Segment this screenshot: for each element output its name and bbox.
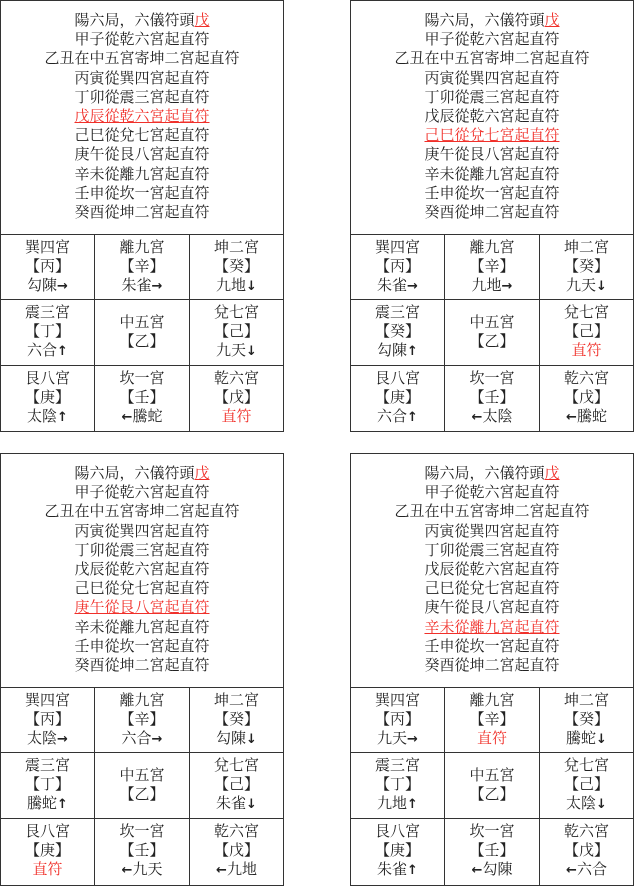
text-line: 庚午從艮八宮起直符 [424, 147, 560, 164]
text-line: 丁卯從震三宮起直符 [74, 542, 210, 559]
palace-name: 中五宮 [119, 315, 165, 331]
text-line: 甲子從乾六宮起直符 [424, 32, 560, 49]
heavenly-stem: 【庚】 [24, 390, 70, 406]
text-line: 壬申從坎一宮起直符 [74, 185, 210, 202]
palace-cell [351, 300, 445, 366]
palace-cell [540, 235, 633, 300]
chart-panel [0, 453, 284, 886]
palace-cell [540, 300, 633, 366]
arrow-up-icon: ↑ [57, 797, 68, 812]
palace-grid [1, 688, 283, 885]
palace-cell [190, 753, 283, 819]
palace-name: 中五宮 [469, 768, 515, 784]
palace-cell [445, 235, 540, 300]
text-line: 壬申從坎一宮起直符 [424, 638, 560, 655]
text-line: 乙丑在中五宮寄坤二宮起直符 [394, 504, 590, 521]
palace-cell [351, 235, 445, 300]
spirit-name: 九地 [377, 796, 408, 812]
palace-cell [95, 300, 190, 366]
spirit-row [190, 861, 283, 880]
heavenly-stem: 【癸】 [374, 324, 420, 340]
text-line: 庚午從艮八宮起直符 [74, 147, 210, 164]
spirit-row [95, 730, 189, 749]
arrow-up-icon: ↑ [407, 410, 418, 425]
palace-cell [95, 753, 190, 819]
spirit-name: 騰蛇 [132, 409, 163, 425]
highlighted-line: 己巳從兌七宮起直符 [424, 128, 560, 145]
text-line: 甲子從乾六宮起直符 [74, 485, 210, 502]
palace-cell [1, 819, 95, 885]
header-text-block [1, 454, 283, 688]
palace-cell [540, 366, 633, 431]
header-text-block [351, 454, 633, 688]
text-line: 乙丑在中五宮寄坤二宮起直符 [44, 504, 240, 521]
heavenly-stem: 【己】 [213, 324, 259, 340]
arrow-down-icon: ↓ [246, 279, 257, 294]
text-line: 甲子從乾六宮起直符 [424, 485, 560, 502]
spirit-row [190, 795, 283, 814]
spirit-row [540, 861, 633, 880]
palace-name: 坤二宮 [563, 693, 609, 709]
spirit-name: 騰蛇 [27, 796, 58, 812]
heavenly-stem: 【辛】 [469, 259, 515, 275]
spirit-name: 九天 [377, 731, 408, 747]
palace-cell [95, 688, 190, 753]
palace-name: 坎一宮 [469, 371, 515, 387]
spirit-row [445, 277, 539, 296]
heavenly-stem: 【丁】 [24, 324, 70, 340]
highlighted-line: 庚午從艮八宮起直符 [74, 600, 210, 617]
palace-name: 離九宮 [469, 240, 515, 256]
palace-cell [540, 753, 633, 819]
spirit-row [445, 861, 539, 880]
palace-grid [351, 235, 633, 431]
heavenly-stem: 【丙】 [24, 712, 70, 728]
heavenly-stem: 【乙】 [119, 787, 165, 803]
spirit-name: 騰蛇 [566, 731, 597, 747]
spirit-row [351, 408, 444, 427]
title-prefix: 陽六局，六儀符頭 [74, 13, 195, 29]
heavenly-stem: 【乙】 [119, 334, 165, 350]
text-line: 壬申從坎一宮起直符 [424, 185, 560, 202]
palace-name: 艮八宮 [374, 371, 420, 387]
text-line: 癸酉從坤二宮起直符 [74, 205, 210, 222]
chart-panel [0, 0, 284, 432]
palace-name: 震三宮 [24, 758, 70, 774]
palace-name: 中五宮 [119, 768, 165, 784]
header-text-block [351, 1, 633, 235]
arrow-right-icon: → [57, 279, 68, 294]
title-line [1, 12, 283, 31]
title-highlight: 戊 [544, 13, 560, 29]
arrow-down-icon: ↓ [246, 797, 257, 812]
palace-cell [445, 688, 540, 753]
palace-name: 乾六宮 [563, 371, 609, 387]
spirit-name: 九地 [471, 278, 502, 294]
heavenly-stem: 【戊】 [213, 843, 259, 859]
text-line: 庚午從艮八宮起直符 [424, 600, 560, 617]
palace-name: 離九宮 [469, 693, 515, 709]
palace-name: 巽四宮 [374, 240, 420, 256]
heavenly-stem: 【壬】 [469, 390, 515, 406]
arrow-left-icon: ← [216, 863, 227, 878]
palace-cell [445, 753, 540, 819]
palace-name: 艮八宮 [374, 824, 420, 840]
palace-cell [540, 688, 633, 753]
spirit-name: 九天 [566, 278, 597, 294]
spirit-row [351, 861, 444, 880]
palace-name: 坤二宮 [213, 240, 259, 256]
heavenly-stem: 【戊】 [213, 390, 259, 406]
arrow-up-icon: ↑ [407, 797, 418, 812]
arrow-down-icon: ↓ [246, 344, 257, 359]
palace-cell [1, 753, 95, 819]
palace-cell [190, 366, 283, 431]
heavenly-stem: 【丙】 [24, 259, 70, 275]
heavenly-stem: 【庚】 [374, 390, 420, 406]
heavenly-stem: 【乙】 [469, 787, 515, 803]
spirit-name: 騰蛇 [576, 409, 607, 425]
text-line: 丁卯從震三宮起直符 [74, 89, 210, 106]
palace-grid [1, 235, 283, 431]
palace-grid [351, 688, 633, 885]
heavenly-stem: 【壬】 [119, 843, 165, 859]
text-line: 丙寅從巽四宮起直符 [424, 523, 560, 540]
palace-cell [190, 235, 283, 300]
spirit-name: 九天 [216, 343, 247, 359]
title-prefix: 陽六局，六儀符頭 [424, 13, 545, 29]
spirit-row [1, 795, 94, 814]
arrow-right-icon: → [407, 279, 418, 294]
palace-name: 坎一宮 [119, 824, 165, 840]
palace-cell [1, 366, 95, 431]
palace-name: 乾六宮 [213, 371, 259, 387]
palace-name: 艮八宮 [24, 824, 70, 840]
heavenly-stem: 【戊】 [563, 390, 609, 406]
chart-panel [350, 453, 634, 886]
palace-name: 乾六宮 [213, 824, 259, 840]
spirit-row [351, 795, 444, 814]
arrow-right-icon: → [501, 279, 513, 294]
heavenly-stem: 【丁】 [374, 777, 420, 793]
palace-cell [95, 819, 190, 885]
arrow-left-icon: ← [471, 863, 483, 878]
palace-name: 艮八宮 [24, 371, 70, 387]
spirit-name: 九天 [132, 862, 163, 878]
palace-cell [95, 366, 190, 431]
text-line: 丁卯從震三宮起直符 [424, 542, 560, 559]
spirit-name: 六合 [576, 862, 607, 878]
spirit-name: 六合 [27, 343, 58, 359]
title-highlight: 戊 [194, 466, 210, 482]
text-line: 丙寅從巽四宮起直符 [74, 523, 210, 540]
spirit-name: 直符 [571, 343, 602, 359]
arrow-up-icon: ↑ [57, 410, 68, 425]
palace-name: 巽四宮 [374, 693, 420, 709]
heavenly-stem: 【癸】 [213, 259, 259, 275]
arrow-down-icon: ↓ [596, 797, 607, 812]
heavenly-stem: 【壬】 [469, 843, 515, 859]
text-line: 戊辰從乾六宮起直符 [74, 562, 210, 579]
palace-name: 乾六宮 [563, 824, 609, 840]
text-line: 己巳從兌七宮起直符 [424, 581, 560, 598]
palace-name: 震三宮 [374, 305, 420, 321]
palace-name: 坎一宮 [119, 371, 165, 387]
spirit-row [540, 342, 633, 361]
heavenly-stem: 【癸】 [563, 259, 609, 275]
palace-cell [445, 300, 540, 366]
text-line: 戊辰從乾六宮起直符 [424, 109, 560, 126]
spirit-row [351, 277, 444, 296]
text-line: 乙丑在中五宮寄坤二宮起直符 [44, 51, 240, 68]
palace-name: 坤二宮 [213, 693, 259, 709]
arrow-left-icon: ← [566, 863, 577, 878]
chart-panel [350, 0, 634, 432]
text-line: 辛未從離九宮起直符 [424, 166, 560, 183]
palace-cell [445, 819, 540, 885]
arrow-left-icon: ← [121, 410, 133, 425]
text-line: 己巳從兌七宮起直符 [74, 128, 210, 145]
spirit-row [351, 730, 444, 749]
text-line: 丙寅從巽四宮起直符 [424, 70, 560, 87]
spirit-name: 六合 [121, 731, 152, 747]
arrow-right-icon: → [151, 732, 163, 747]
heavenly-stem: 【乙】 [469, 334, 515, 350]
spirit-name: 九地 [226, 862, 257, 878]
text-line: 壬申從坎一宮起直符 [74, 638, 210, 655]
spirit-name: 勾陳 [27, 278, 58, 294]
heavenly-stem: 【辛】 [119, 712, 165, 728]
spirit-row [351, 342, 444, 361]
text-line: 癸酉從坤二宮起直符 [424, 658, 560, 675]
spirit-row [445, 730, 539, 749]
spirit-name: 朱雀 [216, 796, 247, 812]
palace-name: 兌七宮 [213, 305, 259, 321]
spirit-name: 六合 [377, 409, 408, 425]
spirit-name: 太陰 [566, 796, 597, 812]
palace-cell [190, 300, 283, 366]
title-line [351, 465, 633, 484]
spirit-row [445, 408, 539, 427]
spirit-row [190, 342, 283, 361]
palace-cell [351, 819, 445, 885]
spirit-row [1, 408, 94, 427]
highlighted-line: 戊辰從乾六宮起直符 [74, 109, 210, 126]
palace-cell [1, 688, 95, 753]
spirit-name: 勾陳 [216, 731, 247, 747]
spirit-row [190, 730, 283, 749]
arrow-right-icon: → [407, 732, 418, 747]
spirit-row [1, 861, 94, 880]
palace-name: 震三宮 [374, 758, 420, 774]
text-line: 辛未從離九宮起直符 [74, 619, 210, 636]
spirit-row [540, 277, 633, 296]
palace-name: 坤二宮 [563, 240, 609, 256]
arrow-down-icon: ↓ [596, 279, 607, 294]
palace-name: 離九宮 [119, 693, 165, 709]
title-line [1, 465, 283, 484]
spirit-row [95, 408, 189, 427]
spirit-row [540, 730, 633, 749]
text-line: 癸酉從坤二宮起直符 [74, 658, 210, 675]
spirit-row [1, 730, 94, 749]
text-line: 己巳從兌七宮起直符 [74, 581, 210, 598]
palace-cell [540, 819, 633, 885]
heavenly-stem: 【戊】 [563, 843, 609, 859]
palace-cell [190, 688, 283, 753]
spirit-name: 九地 [216, 278, 247, 294]
palace-name: 震三宮 [24, 305, 70, 321]
spirit-name: 朱雀 [121, 278, 152, 294]
heavenly-stem: 【辛】 [469, 712, 515, 728]
header-text-block [1, 1, 283, 235]
palace-name: 坎一宮 [469, 824, 515, 840]
spirit-row [1, 342, 94, 361]
title-highlight: 戊 [194, 13, 210, 29]
text-line: 辛未從離九宮起直符 [74, 166, 210, 183]
arrow-left-icon: ← [121, 863, 133, 878]
palace-cell [445, 366, 540, 431]
arrow-right-icon: → [57, 732, 68, 747]
spirit-name: 太陰 [27, 409, 58, 425]
palace-cell [190, 819, 283, 885]
palace-name: 兌七宮 [213, 758, 259, 774]
palace-cell [351, 688, 445, 753]
text-line: 甲子從乾六宮起直符 [74, 32, 210, 49]
title-prefix: 陽六局，六儀符頭 [424, 466, 545, 482]
spirit-row [190, 277, 283, 296]
palace-cell [351, 366, 445, 431]
arrow-right-icon: → [151, 279, 163, 294]
palace-cell [1, 235, 95, 300]
heavenly-stem: 【己】 [563, 324, 609, 340]
palace-name: 中五宮 [469, 315, 515, 331]
heavenly-stem: 【己】 [563, 777, 609, 793]
heavenly-stem: 【辛】 [119, 259, 165, 275]
palace-name: 巽四宮 [24, 693, 70, 709]
heavenly-stem: 【丁】 [24, 777, 70, 793]
spirit-name: 直符 [32, 862, 63, 878]
spirit-name: 直符 [221, 409, 252, 425]
palace-cell [95, 235, 190, 300]
spirit-name: 太陰 [482, 409, 513, 425]
spirit-name: 勾陳 [377, 343, 408, 359]
spirit-name: 勾陳 [482, 862, 513, 878]
spirit-name: 朱雀 [377, 862, 408, 878]
heavenly-stem: 【癸】 [213, 712, 259, 728]
arrow-up-icon: ↑ [407, 863, 418, 878]
spirit-row [540, 408, 633, 427]
arrow-up-icon: ↑ [407, 344, 418, 359]
heavenly-stem: 【己】 [213, 777, 259, 793]
title-highlight: 戊 [544, 466, 560, 482]
palace-name: 巽四宮 [24, 240, 70, 256]
palace-cell [1, 300, 95, 366]
spirit-row [95, 277, 189, 296]
arrow-left-icon: ← [566, 410, 577, 425]
arrow-left-icon: ← [471, 410, 483, 425]
text-line: 丁卯從震三宮起直符 [424, 89, 560, 106]
title-line [351, 12, 633, 31]
spirit-row [540, 795, 633, 814]
arrow-down-icon: ↓ [246, 732, 257, 747]
heavenly-stem: 【庚】 [374, 843, 420, 859]
text-line: 乙丑在中五宮寄坤二宮起直符 [394, 51, 590, 68]
spirit-name: 朱雀 [377, 278, 408, 294]
heavenly-stem: 【庚】 [24, 843, 70, 859]
palace-name: 兌七宮 [563, 305, 609, 321]
spirit-name: 直符 [476, 731, 507, 747]
highlighted-line: 辛未從離九宮起直符 [424, 619, 560, 636]
palace-name: 離九宮 [119, 240, 165, 256]
text-line: 丙寅從巽四宮起直符 [74, 70, 210, 87]
spirit-row [95, 861, 189, 880]
palace-name: 兌七宮 [563, 758, 609, 774]
text-line: 癸酉從坤二宮起直符 [424, 205, 560, 222]
heavenly-stem: 【丙】 [374, 259, 420, 275]
title-prefix: 陽六局，六儀符頭 [74, 466, 195, 482]
spirit-row [190, 408, 283, 427]
arrow-down-icon: ↓ [596, 732, 607, 747]
heavenly-stem: 【癸】 [563, 712, 609, 728]
text-line: 戊辰從乾六宮起直符 [424, 562, 560, 579]
arrow-up-icon: ↑ [57, 344, 68, 359]
spirit-name: 太陰 [27, 731, 58, 747]
heavenly-stem: 【丙】 [374, 712, 420, 728]
heavenly-stem: 【壬】 [119, 390, 165, 406]
palace-cell [351, 753, 445, 819]
spirit-row [1, 277, 94, 296]
